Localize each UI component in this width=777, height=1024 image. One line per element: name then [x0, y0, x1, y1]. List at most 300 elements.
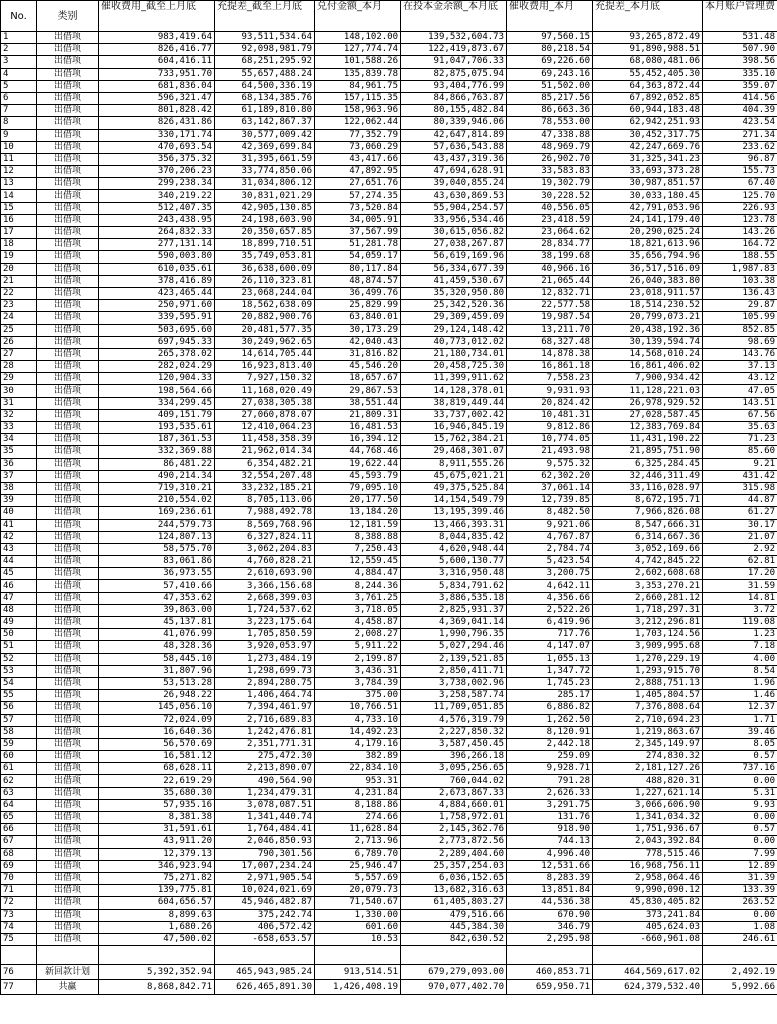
table-cell: 139,775.81: [99, 885, 215, 897]
table-cell: 5,557.69: [315, 872, 401, 884]
table-cell: 30: [1, 385, 37, 397]
table-cell: 1,405,804.57: [593, 690, 703, 702]
table-cell: 2,181,127.26: [593, 763, 703, 775]
table-row: [1, 568, 777, 580]
table-cell: 103.38: [703, 275, 777, 287]
table-cell: 出借项: [37, 44, 99, 56]
table-cell: 299,238.34: [99, 178, 215, 190]
table-cell: 出借项: [37, 677, 99, 689]
table-row: [1, 470, 777, 482]
col-header-deposit-withdraw-diff-prev: 充提差_截至上月底: [215, 1, 315, 32]
table-cell: 93,265,872.49: [593, 32, 703, 44]
table-cell: 73,060.29: [315, 141, 401, 153]
table-cell: 45,675,021.21: [401, 470, 507, 482]
table-cell: 330,171.74: [99, 129, 215, 141]
table-cell: 8,569,768.96: [215, 519, 315, 531]
table-cell: 10,774.05: [507, 434, 593, 446]
table-cell: 76: [1, 965, 37, 980]
table-cell: 624,379,532.40: [593, 980, 703, 995]
table-cell: 2,139,521.85: [401, 653, 507, 665]
table-cell: 出借项: [37, 373, 99, 385]
table-cell: 42: [1, 531, 37, 543]
table-row: [1, 214, 777, 226]
table-cell: 25: [1, 324, 37, 336]
table-cell: 604,656.57: [99, 897, 215, 909]
table-cell: 143.76: [703, 348, 777, 360]
table-cell: 17,007,234.24: [215, 860, 315, 872]
table-cell: 30,577,009.42: [215, 129, 315, 141]
table-cell: 出借项: [37, 482, 99, 494]
table-cell: 5,423.54: [507, 556, 593, 568]
table-cell: 135,839.78: [315, 68, 401, 80]
table-cell: 1,987.83: [703, 263, 777, 275]
table-cell: 出借项: [37, 56, 99, 68]
table-cell: 1,330.00: [315, 909, 401, 921]
table-row: [1, 495, 777, 507]
table-cell: 2,710,694.23: [593, 714, 703, 726]
table-cell: 60,944,183.48: [593, 105, 703, 117]
table-cell: 7,927,150.32: [215, 373, 315, 385]
table-cell: 274,830.32: [593, 751, 703, 763]
table-cell: 出借项: [37, 556, 99, 568]
table-cell: 出借项: [37, 507, 99, 519]
table-cell: 8,672,195.71: [593, 495, 703, 507]
table-cell: 77: [1, 980, 37, 995]
table-cell: 72: [1, 897, 37, 909]
table-cell: 2: [1, 44, 37, 56]
table-cell: 21.07: [703, 531, 777, 543]
table-cell: 53: [1, 665, 37, 677]
table-cell: 2,008.27: [315, 629, 401, 641]
table-cell: 7,900,934.42: [593, 373, 703, 385]
table-cell: 41,076.99: [99, 629, 215, 641]
table-row: [1, 665, 777, 677]
table-cell: 2,660,281.12: [593, 592, 703, 604]
table-row: [1, 617, 777, 629]
table-cell: 5: [1, 80, 37, 92]
table-cell: 39: [1, 495, 37, 507]
table-cell: 11,458,358.39: [215, 434, 315, 446]
table-cell: 27,038,305.38: [215, 397, 315, 409]
table-cell: 1,764,484.41: [215, 824, 315, 836]
table-cell: 124,807.13: [99, 531, 215, 543]
table-cell: 1,751,936.67: [593, 824, 703, 836]
table-cell: 918.90: [507, 824, 593, 836]
table-cell: 出借项: [37, 153, 99, 165]
table-row: [1, 153, 777, 165]
table-cell: 10,024,021.69: [215, 885, 315, 897]
table-cell: 10,481.31: [507, 409, 593, 421]
table-cell: 12,531.66: [507, 860, 593, 872]
table-cell: 210,554.02: [99, 495, 215, 507]
table-cell: 42,369,699.84: [215, 141, 315, 153]
table-cell: 出借项: [37, 775, 99, 787]
table-cell: 出借项: [37, 836, 99, 848]
table-cell: 737.16: [703, 763, 777, 775]
table-cell: 33,232,185.21: [215, 482, 315, 494]
table-cell: 73: [1, 909, 37, 921]
table-cell: 79,095.10: [315, 482, 401, 494]
table-cell: 出借项: [37, 848, 99, 860]
table-row: [1, 190, 777, 202]
table-cell: 出借项: [37, 531, 99, 543]
table-cell: 47.05: [703, 385, 777, 397]
table-cell: 8,188.86: [315, 799, 401, 811]
table-cell: 9.21: [703, 458, 777, 470]
table-cell: 24: [1, 312, 37, 324]
table-cell: 2,442.18: [507, 738, 593, 750]
table-cell: 3,784.39: [315, 677, 401, 689]
table-cell: 465,943,985.24: [215, 965, 315, 980]
table-cell: 8: [1, 117, 37, 129]
table-cell: 601.60: [315, 921, 401, 933]
table-cell: 28: [1, 361, 37, 373]
table-cell: 22: [1, 287, 37, 299]
table-cell: 136.43: [703, 287, 777, 299]
table-row: [1, 519, 777, 531]
table-cell: 出借项: [37, 543, 99, 555]
table-cell: 5,392,352.94: [99, 965, 215, 980]
table-cell: 2,043,392.84: [593, 836, 703, 848]
table-cell: 43,437,319.36: [401, 153, 507, 165]
table-cell: 4,458.87: [315, 617, 401, 629]
table-cell: 11: [1, 153, 37, 165]
table-cell: 274.66: [315, 812, 401, 824]
table-cell: 9: [1, 129, 37, 141]
table-cell: 4,767.87: [507, 531, 593, 543]
table-cell: 14,878.38: [507, 348, 593, 360]
table-row: [1, 141, 777, 153]
table-cell: 9,812.86: [507, 422, 593, 434]
table-cell: 80,117.84: [315, 263, 401, 275]
table-cell: 出借项: [37, 824, 99, 836]
table-cell: 出借项: [37, 726, 99, 738]
table-cell: 57: [1, 714, 37, 726]
table-cell: 604,416.11: [99, 56, 215, 68]
table-cell: 20,882,900.76: [215, 312, 315, 324]
table-cell: 71,540.67: [315, 897, 401, 909]
table-cell: 470,693.54: [99, 141, 215, 153]
table-cell: 82,875,075.94: [401, 68, 507, 80]
table-cell: 271.34: [703, 129, 777, 141]
table-cell: 58: [1, 726, 37, 738]
table-cell: 出借项: [37, 629, 99, 641]
table-cell: 801,828.42: [99, 105, 215, 117]
table-cell: 27,651.76: [315, 178, 401, 190]
table-cell: 16: [1, 214, 37, 226]
table-cell: 58,575.70: [99, 543, 215, 555]
table-cell: 490,214.34: [99, 470, 215, 482]
table-cell: 26,902.70: [507, 153, 593, 165]
table-row: [1, 799, 777, 811]
table-cell: 37,567.99: [315, 227, 401, 239]
table-cell: 31,325,341.23: [593, 153, 703, 165]
table-cell: 157,115.35: [315, 92, 401, 104]
table-cell: 出借项: [37, 580, 99, 592]
table-cell: 2,716,689.83: [215, 714, 315, 726]
table-cell: 69,243.16: [507, 68, 593, 80]
table-cell: 490,564.90: [215, 775, 315, 787]
table-cell: 139,532,604.73: [401, 32, 507, 44]
table-row: [1, 92, 777, 104]
table-row: [1, 32, 777, 44]
table-cell: 26: [1, 336, 37, 348]
table-cell: 9,931.93: [507, 385, 593, 397]
table-cell: 164.72: [703, 239, 777, 251]
table-cell: 8.05: [703, 738, 777, 750]
table-cell: 9,921.06: [507, 519, 593, 531]
table-cell: 2,351,771.31: [215, 738, 315, 750]
table-cell: 18,899,710.51: [215, 239, 315, 251]
table-cell: 出借项: [37, 263, 99, 275]
table-cell: 3,587,450.45: [401, 738, 507, 750]
table-cell: 64,500,336.19: [215, 80, 315, 92]
table-cell: 23,064.62: [507, 227, 593, 239]
table-cell: 479,516.66: [401, 909, 507, 921]
table-cell: 10,766.51: [315, 702, 401, 714]
table-cell: 出借项: [37, 166, 99, 178]
table-cell: 346.79: [507, 921, 593, 933]
table-cell: 20,177.50: [315, 495, 401, 507]
table-cell: 出借项: [37, 336, 99, 348]
table-cell: 33,116,028.97: [593, 482, 703, 494]
table-cell: 193,535.61: [99, 422, 215, 434]
table-cell: 18,514,230.52: [593, 300, 703, 312]
table-row: [1, 80, 777, 92]
table-cell: 246.61: [703, 933, 777, 945]
table-cell: 339,595.91: [99, 312, 215, 324]
table-cell: 760,044.02: [401, 775, 507, 787]
table-cell: 出借项: [37, 872, 99, 884]
table-cell: 出借项: [37, 812, 99, 824]
table-cell: 4,996.40: [507, 848, 593, 860]
table-cell: 38: [1, 482, 37, 494]
table-cell: 51,281.78: [315, 239, 401, 251]
table-cell: 75: [1, 933, 37, 945]
table-cell: 27,060,878.07: [215, 409, 315, 421]
table-cell: 2,958,064.46: [593, 872, 703, 884]
table-cell: 610,035.61: [99, 263, 215, 275]
table-cell: 375,242.74: [215, 909, 315, 921]
table-cell: 20,481,577.35: [215, 324, 315, 336]
table-cell: 55: [1, 690, 37, 702]
table-row: [1, 56, 777, 68]
table-cell: 21,895,751.90: [593, 446, 703, 458]
table-cell: 5,992.66: [703, 980, 777, 995]
table-row: [1, 641, 777, 653]
table-cell: 35,656,794.96: [593, 251, 703, 263]
table-cell: 2,492.19: [703, 965, 777, 980]
table-cell: 出借项: [37, 348, 99, 360]
table-row: [1, 227, 777, 239]
table-cell: 31: [1, 397, 37, 409]
table-cell: 8.54: [703, 665, 777, 677]
table-cell: 1,055.13: [507, 653, 593, 665]
table-cell: 出借项: [37, 190, 99, 202]
table-cell: 98.69: [703, 336, 777, 348]
table-cell: 6,325,284.45: [593, 458, 703, 470]
table-cell: 47,500.02: [99, 933, 215, 945]
table-cell: 4,760,828.21: [215, 556, 315, 568]
table-cell: 61: [1, 763, 37, 775]
col-header-category: 类别: [37, 1, 99, 32]
table-cell: 22,619.29: [99, 775, 215, 787]
table-cell: 47,892.95: [315, 166, 401, 178]
table-cell: 3,316,950.48: [401, 568, 507, 580]
table-cell: 56,619,169.96: [401, 251, 507, 263]
table-cell: 4,733.10: [315, 714, 401, 726]
table-row: [1, 44, 777, 56]
table-cell: 315.98: [703, 482, 777, 494]
table-cell: 28,834.77: [507, 239, 593, 251]
table-cell: 33,693,373.28: [593, 166, 703, 178]
table-cell: 8,868,842.71: [99, 980, 215, 995]
table-cell: 48,969.79: [507, 141, 593, 153]
table-cell: 0.57: [703, 751, 777, 763]
table-cell: 73,520.84: [315, 202, 401, 214]
table-cell: 6,789.70: [315, 848, 401, 860]
table-cell: 187,361.53: [99, 434, 215, 446]
table-cell: 3,078,087.51: [215, 799, 315, 811]
table-cell: 22,577.58: [507, 300, 593, 312]
table-row: [1, 653, 777, 665]
table-cell: 3,066,606.90: [593, 799, 703, 811]
table-cell: 63,142,867.37: [215, 117, 315, 129]
table-cell: 5,834,791.62: [401, 580, 507, 592]
table-cell: 12,379.13: [99, 848, 215, 860]
table-cell: 62.81: [703, 556, 777, 568]
table-cell: 8,381.38: [99, 812, 215, 824]
table-cell: 11,168,020.49: [215, 385, 315, 397]
table-cell: 30,249,962.65: [215, 336, 315, 348]
table-cell: 127,774.74: [315, 44, 401, 56]
table-cell: 66: [1, 824, 37, 836]
table-cell: 2,784.74: [507, 543, 593, 555]
table-cell: 出借项: [37, 446, 99, 458]
table-cell: 41: [1, 519, 37, 531]
table-cell: 4,884.47: [315, 568, 401, 580]
table-cell: 122,419,873.67: [401, 44, 507, 56]
table-cell: 出借项: [37, 239, 99, 251]
table-cell: 120,904.33: [99, 373, 215, 385]
table-cell: 406,572.42: [215, 921, 315, 933]
table-cell: 2,345,149.97: [593, 738, 703, 750]
table-cell: 55,452,405.30: [593, 68, 703, 80]
table-cell: 233.62: [703, 141, 777, 153]
table-row: [1, 422, 777, 434]
table-cell: 出借项: [37, 385, 99, 397]
table-row: [1, 726, 777, 738]
table-cell: 出借项: [37, 690, 99, 702]
table-cell: 68,628.11: [99, 763, 215, 775]
table-cell: 188.55: [703, 251, 777, 263]
table-cell: 1,242,476.81: [215, 726, 315, 738]
table-cell: 1,724,537.62: [215, 604, 315, 616]
table-cell: 34,005.91: [315, 214, 401, 226]
spacer-row: [1, 946, 777, 965]
table-row: [1, 775, 777, 787]
table-cell: 61.27: [703, 507, 777, 519]
table-cell: 43,630,869.53: [401, 190, 507, 202]
table-cell: 626,465,891.30: [215, 980, 315, 995]
table-cell: 1,341,034.32: [593, 812, 703, 824]
table-cell: -660,961.08: [593, 933, 703, 945]
table-cell: 0.00: [703, 909, 777, 921]
table-cell: 4,576,319.79: [401, 714, 507, 726]
table-cell: 32: [1, 409, 37, 421]
table-cell: 9,928.71: [507, 763, 593, 775]
table-cell: 26,948.22: [99, 690, 215, 702]
table-cell: 43,911.20: [99, 836, 215, 848]
table-cell: 64: [1, 799, 37, 811]
table-cell: 1,262.50: [507, 714, 593, 726]
table-cell: 2,046,850.93: [215, 836, 315, 848]
table-cell: 63: [1, 787, 37, 799]
table-cell: 2,673,867.33: [401, 787, 507, 799]
table-cell: 1,347.72: [507, 665, 593, 677]
table-cell: 744.13: [507, 836, 593, 848]
table-row: [1, 178, 777, 190]
table-cell: 423.54: [703, 117, 777, 129]
table-cell: 38,551.44: [315, 397, 401, 409]
table-cell: 出借项: [37, 214, 99, 226]
table-cell: 12,739.85: [507, 495, 593, 507]
empty-cell: [507, 946, 593, 965]
table-cell: 7: [1, 105, 37, 117]
table-cell: 29: [1, 373, 37, 385]
table-cell: 8,911,555.26: [401, 458, 507, 470]
table-cell: 24,141,179.40: [593, 214, 703, 226]
table-cell: 92,098,981.79: [215, 44, 315, 56]
table-row: [1, 336, 777, 348]
table-cell: 13,682,316.63: [401, 885, 507, 897]
table-cell: 42,905,130.85: [215, 202, 315, 214]
table-cell: 0.00: [703, 812, 777, 824]
table-cell: 953.31: [315, 775, 401, 787]
table-cell: 7,394,461.97: [215, 702, 315, 714]
table-cell: 出借项: [37, 409, 99, 421]
table-cell: 38,199.68: [507, 251, 593, 263]
table-row: [1, 287, 777, 299]
table-cell: 370,206.23: [99, 166, 215, 178]
table-cell: 852.85: [703, 324, 777, 336]
table-cell: 55,904,254.57: [401, 202, 507, 214]
table-cell: 8,482.50: [507, 507, 593, 519]
table-cell: 出借项: [37, 885, 99, 897]
table-cell: 3,062,204.83: [215, 543, 315, 555]
table-cell: 1,426,408.19: [315, 980, 401, 995]
table-cell: 2,295.98: [507, 933, 593, 945]
table-cell: 375.00: [315, 690, 401, 702]
table-cell: 31,591.61: [99, 824, 215, 836]
table-cell: 30,228.52: [507, 190, 593, 202]
table-cell: 出借项: [37, 397, 99, 409]
table-row: [1, 263, 777, 275]
table-cell: 93,511,534.64: [215, 32, 315, 44]
table-cell: 27,038,267.87: [401, 239, 507, 251]
table-cell: 16,640.36: [99, 726, 215, 738]
table-cell: 35.63: [703, 422, 777, 434]
table-cell: 13,851.84: [507, 885, 593, 897]
table-cell: 679,279,093.00: [401, 965, 507, 980]
table-cell: 45,546.20: [315, 361, 401, 373]
table-cell: 6,314,667.36: [593, 531, 703, 543]
table-row: [1, 409, 777, 421]
table-cell: 56,334,677.39: [401, 263, 507, 275]
table-cell: 3,886,535.18: [401, 592, 507, 604]
table-cell: 9,990,090.12: [593, 885, 703, 897]
table-cell: 75,271.82: [99, 872, 215, 884]
